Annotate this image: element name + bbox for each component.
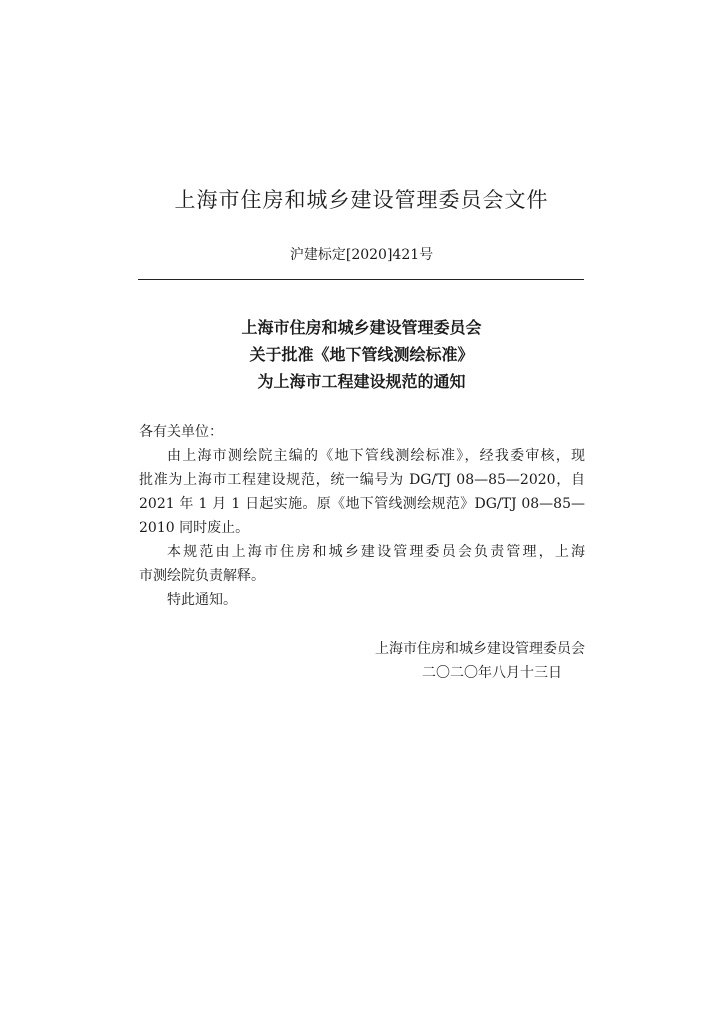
issuer-signature: 上海市住房和城乡建设管理委员会 — [375, 641, 585, 657]
notice-body — [139, 444, 585, 612]
paragraph-1-line-1: 由上海市测绘院主编的《地下管线测绘标准》，经我委审核，现 — [167, 448, 585, 464]
document-header-title: 上海市住房和城乡建设管理委员会文件 — [174, 188, 549, 212]
paragraph-1-line-3: 2021 年 1 月 1 日起实施。原《地下管线测绘规范》DG/TJ 08—85— — [139, 496, 585, 512]
document-number: 沪建标定[2020]421号 — [289, 247, 434, 263]
paragraph-2-line-1: 本规范由上海市住房和城乡建设管理委员会负责管理，上海 — [167, 544, 585, 560]
paragraph-1-line-4: 2010 同时废止。 — [139, 520, 250, 536]
paragraph-3-line-1: 特此通知。 — [167, 592, 237, 608]
notice-title-line-2: 关于批准《地下管线测绘标准》 — [249, 345, 474, 364]
header-divider — [138, 279, 584, 280]
notice-title — [0, 314, 723, 395]
issue-date: 二〇二〇年八月十三日 — [422, 665, 562, 681]
notice-title-line-1: 上海市住房和城乡建设管理委员会 — [241, 318, 482, 337]
salutation: 各有关单位： — [139, 424, 223, 440]
notice-title-line-3: 为上海市工程建设规范的通知 — [257, 372, 466, 391]
paragraph-2-line-2: 市测绘院负责解释。 — [139, 568, 265, 584]
paragraph-1-line-2: 批准为上海市工程建设规范，统一编号为 DG/TJ 08—85—2020，自 — [139, 472, 585, 488]
